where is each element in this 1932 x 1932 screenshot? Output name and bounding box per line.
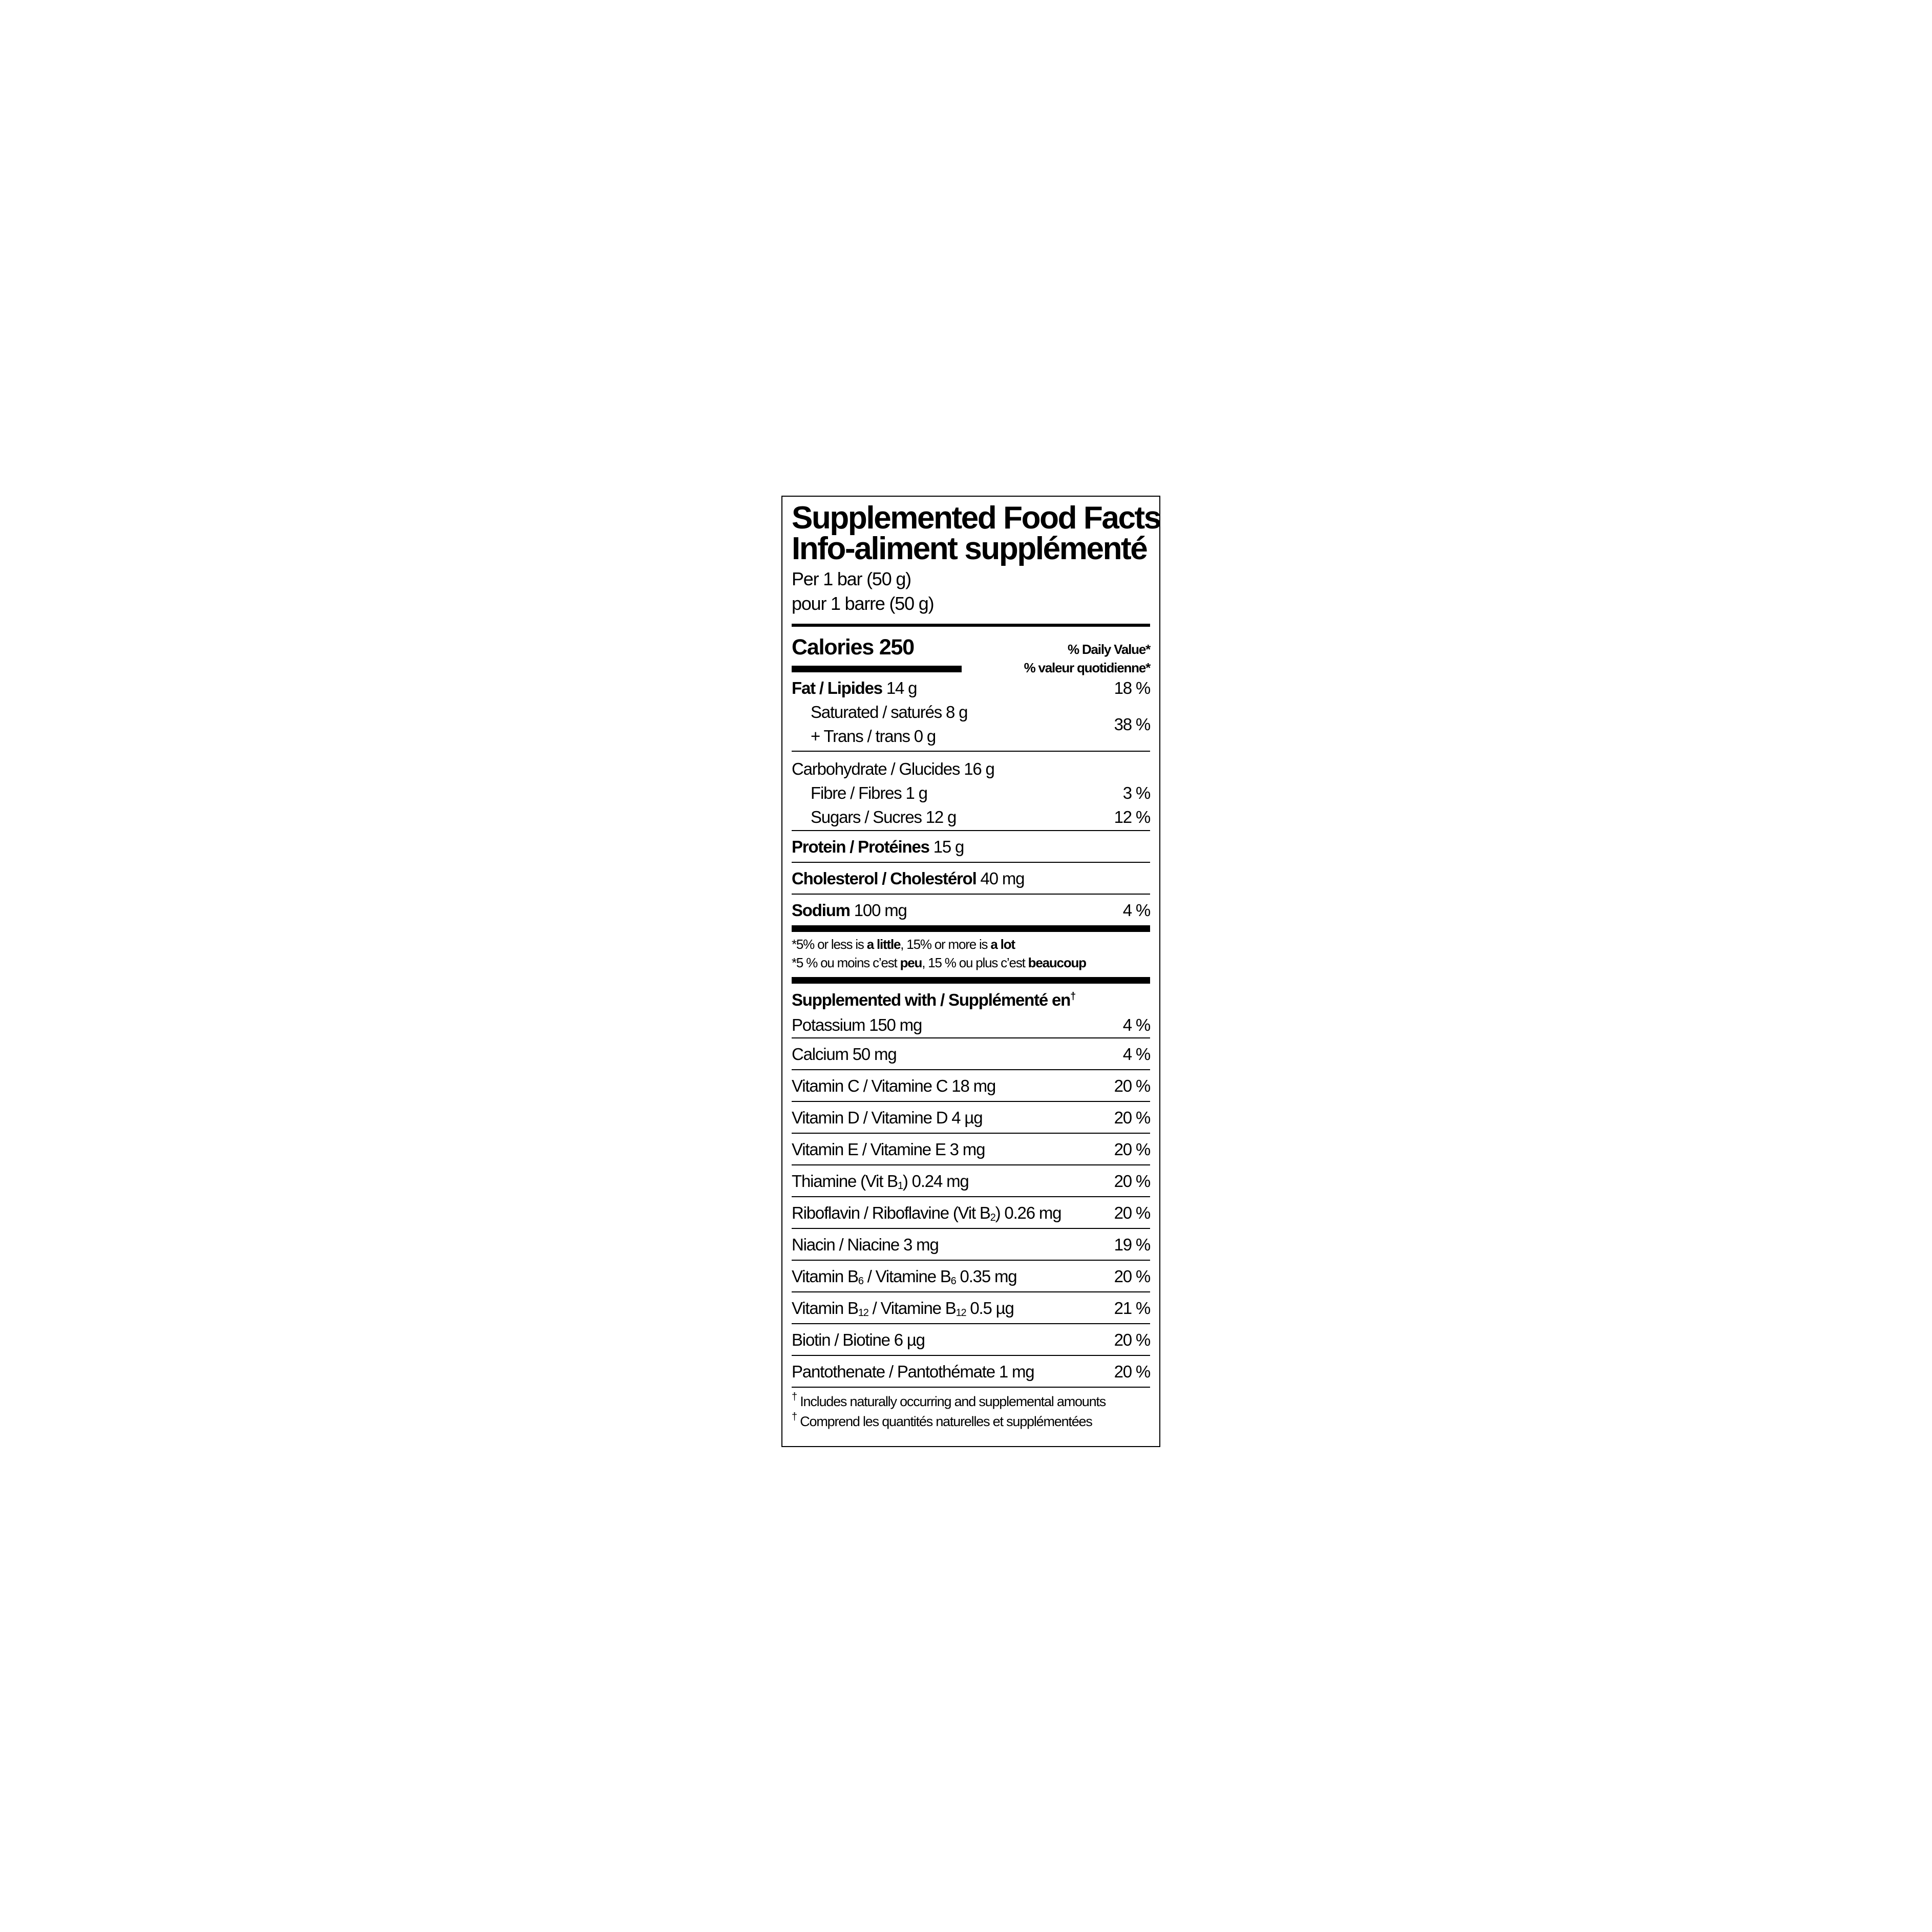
niacin-row bbox=[792, 1229, 1150, 1260]
riboflavin-subscript: 2 bbox=[990, 1212, 995, 1223]
label-title-en: Supplemented Food Facts bbox=[792, 500, 1160, 536]
serving-size bbox=[792, 566, 1150, 617]
calories-bar bbox=[792, 666, 962, 672]
thiamine-text: ) 0.24 mg bbox=[902, 1171, 969, 1191]
riboflavin-text: Riboflavin / Riboflavine (Vit B bbox=[792, 1203, 990, 1222]
footnote-fr-part: *5 % ou moins c’est bbox=[792, 955, 900, 970]
thiamine-subscript: 1 bbox=[897, 1180, 903, 1192]
calcium-label: Calcium 50 mg bbox=[792, 1044, 897, 1064]
footnote-en-part: *5% or less is bbox=[792, 937, 867, 952]
footnote-fr bbox=[792, 953, 1150, 972]
vitamin-e-dv: 20 % bbox=[1114, 1139, 1150, 1159]
vitamin-b12-dv: 21 % bbox=[1114, 1298, 1150, 1318]
cholesterol-amount: 40 mg bbox=[980, 868, 1025, 888]
vitamin-b6-text: Vitamin B bbox=[792, 1266, 858, 1286]
vitamin-c-row bbox=[792, 1070, 1150, 1101]
thiamine-dv: 20 % bbox=[1114, 1171, 1150, 1191]
thiamine-row bbox=[792, 1165, 1150, 1196]
fat-amount: 14 g bbox=[886, 678, 917, 697]
daily-value-header-fr: % valeur quotidienne* bbox=[1024, 660, 1150, 675]
riboflavin-text: ) 0.26 mg bbox=[995, 1203, 1061, 1222]
thiamine-label bbox=[792, 1169, 969, 1193]
vitamin-b12-label bbox=[792, 1296, 1014, 1320]
footnote-en-bold: a lot bbox=[990, 937, 1015, 952]
vitamin-b12-text: Vitamin B bbox=[792, 1298, 858, 1318]
thiamine-text: Thiamine (Vit B bbox=[792, 1171, 898, 1191]
nutrition-label bbox=[781, 496, 1160, 1447]
sodium-amount: 100 mg bbox=[854, 900, 907, 920]
protein-label bbox=[792, 835, 964, 859]
carbohydrate-label: Carbohydrate / Glucides 16 g bbox=[792, 759, 994, 778]
saturated-trans-labels bbox=[811, 700, 967, 748]
biotin-row bbox=[792, 1324, 1150, 1355]
note-en-text: Includes naturally occurring and supplemental amounts bbox=[800, 1394, 1106, 1409]
vitamin-b12-text: 0.5 µg bbox=[966, 1298, 1014, 1318]
sugars-dv: 12 % bbox=[1114, 808, 1150, 826]
supplemented-header bbox=[792, 984, 1150, 1012]
riboflavin-row bbox=[792, 1197, 1150, 1228]
fibre-row bbox=[792, 781, 1150, 805]
sodium-dv: 4 % bbox=[1122, 900, 1150, 920]
note-fr-text: Comprend les quantités naturelles et supplémentées bbox=[800, 1414, 1092, 1429]
vitamin-b6-dv: 20 % bbox=[1114, 1266, 1150, 1286]
sugars-label: Sugars / Sucres 12 g bbox=[811, 808, 957, 826]
vitamin-b12-subscript: 12 bbox=[956, 1307, 966, 1319]
calcium-dv: 4 % bbox=[1122, 1044, 1150, 1064]
daily-value-header bbox=[1024, 640, 1150, 677]
vitamin-b12-text: / Vitamine B bbox=[868, 1298, 956, 1318]
sugars-row bbox=[792, 805, 1150, 829]
label-title-fr: Info-aliment supplémenté bbox=[792, 531, 1147, 566]
footnote-en bbox=[792, 935, 1150, 953]
vitamin-e-label: Vitamin E / Vitamine E 3 mg bbox=[792, 1139, 985, 1159]
niacin-dv: 19 % bbox=[1114, 1235, 1150, 1254]
fibre-dv: 3 % bbox=[1122, 783, 1150, 802]
daily-value-footnote bbox=[792, 932, 1150, 977]
potassium-label: Potassium 150 mg bbox=[792, 1015, 922, 1034]
vitamin-d-row bbox=[792, 1102, 1150, 1133]
trans-label: + Trans / trans 0 g bbox=[811, 727, 936, 746]
sodium-label bbox=[792, 898, 907, 922]
vitamin-b6-text: / Vitamine B bbox=[863, 1266, 951, 1286]
protein-row bbox=[792, 831, 1150, 862]
vitamin-c-dv: 20 % bbox=[1114, 1076, 1150, 1095]
dagger-mark: † bbox=[792, 1411, 797, 1423]
vitamin-b12-subscript: 12 bbox=[858, 1307, 868, 1319]
vitamin-b6-label bbox=[792, 1264, 1016, 1288]
cholesterol-name: Cholesterol / Cholestérol bbox=[792, 868, 976, 888]
niacin-label: Niacin / Niacine 3 mg bbox=[792, 1235, 939, 1254]
fat-label bbox=[792, 676, 917, 700]
vitamin-c-label: Vitamin C / Vitamine C 18 mg bbox=[792, 1076, 996, 1095]
footnote-en-bold: a little bbox=[866, 937, 901, 952]
footnote-fr-bold: peu bbox=[900, 955, 922, 970]
vitamin-b12-row bbox=[792, 1292, 1150, 1323]
vitamin-b6-text: 0.35 mg bbox=[956, 1266, 1017, 1286]
dagger-mark: † bbox=[1070, 991, 1076, 1002]
vitamin-b6-subscript: 6 bbox=[950, 1275, 956, 1287]
supplement-footnote bbox=[792, 1388, 1150, 1432]
supplement-footnote-fr bbox=[792, 1412, 1150, 1432]
calories-row bbox=[792, 627, 1150, 676]
divider bbox=[792, 925, 1150, 932]
calcium-row bbox=[792, 1038, 1150, 1069]
fibre-label: Fibre / Fibres 1 g bbox=[811, 783, 927, 802]
vitamin-b6-row bbox=[792, 1261, 1150, 1291]
supplemented-header-text: Supplemented with / Supplémenté en bbox=[792, 990, 1071, 1009]
vitamin-e-row bbox=[792, 1134, 1150, 1164]
sodium-name: Sodium bbox=[792, 900, 850, 920]
pantothenate-dv: 20 % bbox=[1114, 1362, 1150, 1381]
supplement-list bbox=[792, 1012, 1150, 1388]
dagger-mark: † bbox=[792, 1391, 797, 1403]
serving-size-fr: pour 1 barre (50 g) bbox=[792, 593, 934, 614]
cholesterol-label bbox=[792, 866, 1024, 890]
riboflavin-label bbox=[792, 1201, 1061, 1225]
serving-size-en: Per 1 bar (50 g) bbox=[792, 568, 911, 589]
fat-name: Fat / Lipides bbox=[792, 678, 882, 697]
saturated-trans-dv: 38 % bbox=[1114, 714, 1150, 734]
vitamin-d-dv: 20 % bbox=[1114, 1108, 1150, 1127]
daily-value-header-en: % Daily Value* bbox=[1068, 642, 1150, 657]
potassium-row bbox=[792, 1012, 1150, 1037]
protein-amount: 15 g bbox=[933, 837, 964, 856]
cholesterol-row bbox=[792, 863, 1150, 894]
footnote-en-part: , 15% or more is bbox=[900, 937, 991, 952]
riboflavin-dv: 20 % bbox=[1114, 1203, 1150, 1222]
potassium-dv: 4 % bbox=[1122, 1015, 1150, 1034]
vitamin-b6-subscript: 6 bbox=[858, 1275, 863, 1287]
pantothenate-row bbox=[792, 1356, 1150, 1387]
carbohydrate-row bbox=[792, 752, 1150, 781]
pantothenate-label: Pantothenate / Pantothémate 1 mg bbox=[792, 1362, 1034, 1381]
vitamin-d-label: Vitamin D / Vitamine D 4 µg bbox=[792, 1108, 983, 1127]
fat-dv: 18 % bbox=[1114, 678, 1150, 697]
biotin-label: Biotin / Biotine 6 µg bbox=[792, 1330, 925, 1349]
footnote-fr-part: , 15 % ou plus c’est bbox=[922, 955, 1028, 970]
supplement-footnote-en bbox=[792, 1392, 1150, 1412]
calories: Calories 250 bbox=[792, 635, 914, 660]
divider bbox=[792, 977, 1150, 984]
fat-row bbox=[792, 676, 1150, 700]
saturated-label: Saturated / saturés 8 g bbox=[811, 703, 968, 721]
protein-name: Protein / Protéines bbox=[792, 837, 929, 856]
saturated-trans-group bbox=[792, 700, 1150, 748]
footnote-fr-bold: beaucoup bbox=[1028, 955, 1086, 970]
sodium-row bbox=[792, 895, 1150, 925]
biotin-dv: 20 % bbox=[1114, 1330, 1150, 1349]
